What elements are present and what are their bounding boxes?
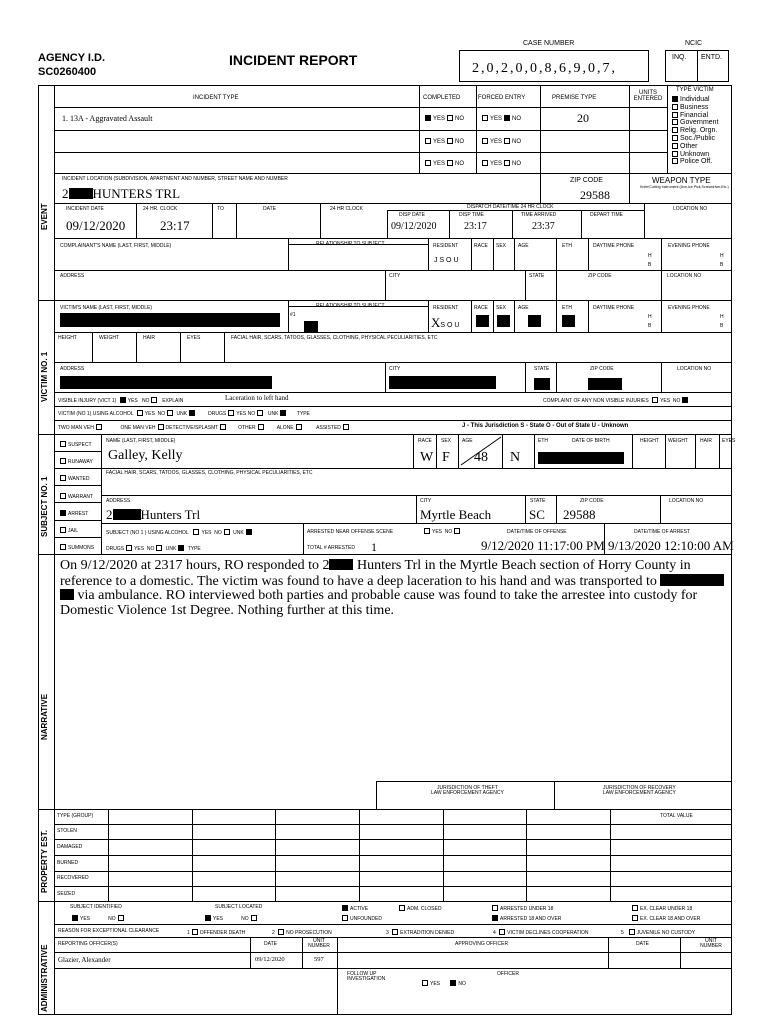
victim-injury-row: VISIBLE INJURY (VICT 1) YES NO EXPLAIN [58, 398, 184, 404]
complainant-address-label: ADDRESS [60, 273, 85, 279]
disp-date-label: DISP DATE [399, 212, 425, 218]
forced-entry-1[interactable]: YES NO [480, 115, 521, 122]
disp-time-label: DISP TIME [459, 212, 484, 218]
section-admin-label: ADMINISTRATIVE [40, 944, 49, 1012]
reporting-officer-label: REPORTING OFFICER(S) [58, 941, 118, 947]
premise-type-1: 20 [577, 111, 589, 125]
offense-datetime-value: 9/12/2020 11:17:00 PM [481, 538, 605, 553]
status-adm-closed[interactable]: ADM. CLOSED [397, 905, 441, 912]
time-arrived-label: TIME ARRIVED [521, 212, 557, 218]
victim-address-redacted [60, 376, 272, 389]
complainant-resident: J S O U [434, 257, 459, 264]
type-victim-public[interactable]: Soc./Public [670, 135, 719, 143]
reason-victim-declines[interactable]: 4 VICTIM DECLINES COOPERATION [493, 930, 589, 936]
subject-status-suspect[interactable]: SUSPECT [58, 437, 94, 454]
type-victim-list [670, 96, 719, 166]
victim-height-label: HEIGHT [58, 335, 77, 341]
time-arrived-value: 23:37 [532, 221, 555, 232]
complainant-relationship-label: RELATIONSHIP TO SUBJECT [316, 241, 385, 247]
victim-rel-number: #1 [290, 312, 296, 318]
approval-unit-label: UNIT NUMBER [700, 938, 722, 949]
eve-b: B [720, 262, 724, 268]
victim-address-label: ADDRESS [60, 366, 85, 372]
subject-address-label: ADDRESS [106, 498, 131, 504]
section-event-label: EVENT [40, 203, 49, 230]
complainant-location-label: LOCATION NO [667, 273, 702, 279]
incident-location-value: 2 HUNTERS TRL [62, 186, 181, 201]
victim-relationship-label: RELATIONSHIP TO SUBJECT [316, 303, 385, 309]
subject-status-wanted[interactable]: WANTED [58, 471, 94, 488]
subject-eth-label: ETH [538, 438, 548, 444]
property-row-type: TYPE (GROUP) [57, 813, 94, 819]
victim-age-redacted [528, 315, 541, 327]
status-active[interactable]: ACTIVE [340, 905, 368, 912]
victim-name-label: VICTIM'S NAME (LAST, FIRST, MIDDLE) [60, 305, 153, 311]
report-date-label: DATE [264, 941, 277, 947]
subject-sex-value: F [442, 450, 450, 465]
subject-alcohol-row: SUBJECT (NO 1 ) USING ALCOHOL YES NO UNK [106, 529, 254, 536]
type-victim-business[interactable]: Business [670, 104, 719, 112]
reason-extradition-denied[interactable]: 3 EXTRADITION DENIED [386, 930, 455, 936]
status-ex-clear-under-18[interactable]: EX. CLEAR UNDER 18 [630, 905, 692, 912]
victim-complaint-row: COMPLAINT OF ANY NON VISIBLE INJURIES YES NO [543, 397, 690, 404]
type-victim-label: TYPE VICTIM [676, 87, 714, 93]
clock-label: 24 HR. CLOCK [143, 206, 178, 212]
page-title: INCIDENT REPORT [229, 52, 358, 68]
unit-number-label: UNIT NUMBER [308, 938, 330, 949]
follow-up-checks[interactable]: YES NO [420, 980, 466, 987]
to-clock-label: 24 HR CLOCK [330, 206, 363, 212]
type-victim-individual[interactable]: Individual [670, 96, 719, 104]
type-victim-religious[interactable]: Relig. Orgn. [670, 127, 719, 135]
eve-phone-label: EVENING PHONE [668, 243, 710, 249]
day-phone-label: DAYTIME PHONE [593, 243, 635, 249]
type-victim-other[interactable]: Other [670, 143, 719, 151]
resident-label: RESIDENT [433, 243, 459, 249]
race-label: RACE [474, 243, 488, 249]
completed-3[interactable]: YES NO [423, 160, 464, 167]
victim-eve-h: H [720, 314, 724, 320]
reason-no-prosecution[interactable]: 2 NO PROSECUTION [272, 930, 332, 936]
victim-state-redacted [534, 378, 550, 390]
victim-zip-label: ZIP CODE [590, 366, 614, 372]
victim-eth-redacted [562, 315, 575, 327]
completed-2[interactable]: YES NO [423, 138, 464, 145]
age-divider-slash [459, 436, 502, 466]
approval-date-label: DATE [636, 941, 649, 947]
subject-located-checks[interactable]: YES NO [203, 915, 259, 922]
victim-alcohol-row: VICTIM (NO 1) USING ALCOHOL YES NO UNK DRUGS YES NO UNK TYPE [58, 411, 310, 417]
subject-drugs-row: DRUGS YES NO UNK TYPE [106, 546, 201, 552]
status-unfounded[interactable]: UNFOUNDED [340, 915, 382, 922]
victim-sex-redacted [497, 315, 510, 327]
subject-weight-label: WEIGHT [668, 438, 688, 444]
victim-eve-b: B [720, 323, 724, 329]
status-arrested-under-18[interactable]: ARRESTED UNDER 18 [490, 905, 553, 912]
unit-number-value: 597 [314, 956, 324, 963]
premise-type-label: PREMISE TYPE [552, 95, 597, 101]
weapon-type-label: WEAPON TYPE [652, 176, 711, 185]
forced-entry-2[interactable]: YES NO [480, 138, 521, 145]
subject-dob-redacted [538, 452, 624, 464]
type-victim-police[interactable]: Police Off. [670, 158, 719, 166]
subject-age-label: AGE [462, 438, 473, 444]
forced-entry-3[interactable]: YES NO [480, 160, 521, 167]
age-label: AGE [518, 243, 529, 249]
exceptional-clearance-label: REASON FOR EXCEPTIONAL CLEARANCE [58, 928, 160, 934]
day-h: H [648, 253, 652, 259]
entd-label: ENTD. [701, 54, 722, 61]
zip-code-value: 29588 [580, 188, 610, 202]
type-victim-government[interactable]: Government [670, 119, 719, 127]
victim-eve-phone-label: EVENING PHONE [668, 305, 710, 311]
subject-city-value: Myrtle Beach [420, 507, 492, 522]
property-row-stolen: STOLEN [57, 828, 77, 834]
victim-resident-label: RESIDENT [433, 305, 459, 311]
subject-status-arrest[interactable]: ARREST [58, 506, 94, 523]
victim-resident: XS O U [431, 315, 460, 330]
follow-up-officer-label: OFFICER [497, 971, 519, 977]
status-arrested-18-over[interactable]: ARRESTED 18 AND OVER [490, 915, 561, 922]
victim-features-label: FACIAL HAIR, SCARS, TATOOS, GLASSES, CLOTHING, PHYSICAL PECULIARITIES, ETC [231, 335, 438, 341]
type-victim-financial[interactable]: Financial [670, 112, 719, 120]
report-date-value: 09/12/2020 [255, 956, 285, 963]
incident-date-label: INCIDENT DATE [66, 206, 104, 212]
subject-state-value: SC [529, 507, 545, 522]
agency-id-label: AGENCY I.D. [38, 52, 106, 64]
subject-status-list [58, 437, 94, 557]
disp-time-value: 23:17 [464, 221, 487, 232]
subject-city-label: CITY [420, 498, 432, 504]
to-label: TO [217, 206, 224, 212]
depart-time-label: DEPART TIME [590, 212, 623, 218]
completed-label: COMPLETED [423, 95, 461, 101]
victim-zip-redacted [588, 378, 622, 390]
property-row-seized: SEIZED [57, 891, 76, 897]
dispatch-header: DISPATCH DATE/TIME 24 HR CLOCK [467, 204, 554, 210]
victim-race-redacted [476, 315, 489, 327]
complainant-zip-label: ZIP CODE [588, 273, 612, 279]
sex-label: SEX [496, 243, 507, 249]
property-row-recovered: RECOVERED [57, 875, 89, 881]
subject-height-label: HEIGHT [640, 438, 659, 444]
total-arrested-label: TOTAL # ARRESTED [307, 545, 355, 551]
incident-type-label: INCIDENT TYPE [193, 95, 239, 101]
forced-entry-label: FORCED ENTRY [478, 95, 526, 101]
victim-name-redacted [60, 313, 280, 327]
weapon-type-value: Knife/Cutting Instrument (Axe,Ice Pick,Screwdriver,Etc.) [640, 185, 729, 189]
ncic-label: NCIC [685, 40, 703, 47]
subject-hair-label: HAIR [700, 438, 712, 444]
offense-datetime-label: DATE/TIME OF OFFENSE [507, 529, 567, 535]
victim-eth-label: ETH [562, 305, 572, 311]
section-subject-label: SUBJECT NO. 1 [40, 476, 49, 537]
total-value-label: TOTAL VALUE [660, 813, 693, 819]
subject-eth-value: N [510, 450, 521, 465]
victim-vehicle-row: TWO MAN VEH ONE MAN VEH DETECTIVE/SPLASMT OTHER ALONE ASSISTED [58, 424, 351, 431]
victim-eyes-label: EYES [187, 335, 201, 341]
incident-time-value: 23:17 [160, 218, 190, 233]
victim-day-h: H [648, 314, 652, 320]
agency-id-value: SC0260400 [38, 66, 97, 78]
subject-identified-label: SUBJECT IDENTIFIED [70, 904, 122, 910]
victim-hair-label: HAIR [143, 335, 155, 341]
victim-injury-value: Laceration to left hand [225, 394, 289, 402]
zip-code-label: ZIP CODE [570, 177, 603, 184]
jurisdiction-recovery-label: JURISDICTION OF RECOVERY LAW ENFORCEMENT AGENCY [603, 785, 676, 796]
subject-location-label: LOCATION NO [669, 498, 704, 504]
total-arrested-value: 1 [371, 540, 377, 554]
approving-officer-label: APPROVING OFFICER [455, 941, 509, 947]
case-number-value: 2,0,2,0,0,8,6,9,0,7, [472, 61, 617, 76]
to-date-label: DATE [263, 206, 276, 212]
property-row-damaged: DAMAGED [57, 844, 83, 850]
subject-sex-label: SEX [441, 438, 452, 444]
victim-location-label: LOCATION NO [677, 366, 712, 372]
subject-status-warrant[interactable]: WARRANT [58, 489, 94, 506]
reason-juvenile[interactable]: 5 JUVENILE NO CUSTODY [621, 930, 696, 936]
jurisdiction-legend: J - This Jurisdiction S - State O - Out of State U - Unknown [462, 423, 629, 429]
location-no-label: LOCATION NO [673, 206, 708, 212]
case-number-label: CASE NUMBER [523, 40, 575, 47]
victim-city-redacted [389, 376, 496, 389]
victim-age-label: AGE [518, 305, 529, 311]
follow-up-label: FOLLOW UP INVESTIGATION [347, 971, 386, 982]
completed-1[interactable]: YES NO [423, 115, 464, 122]
section-narrative-label: NARRATIVE [40, 693, 49, 740]
subject-located-label: SUBJECT LOCATED [215, 904, 263, 910]
victim-day-phone-label: DAYTIME PHONE [593, 305, 635, 311]
subject-zip-label: ZIP CODE [580, 498, 604, 504]
subject-status-summons[interactable]: SUMMONS [58, 540, 94, 557]
status-ex-clear-18-over[interactable]: EX. CLEAR 18 AND OVER [630, 915, 700, 922]
victim-weight-label: WEIGHT [99, 335, 119, 341]
incident-date-value: 09/12/2020 [66, 218, 126, 233]
incident-location-label: INCIDENT LOCATION (SUBDIVISION, APARTMENT AND NUMBER, STREET NAME AND NUMBER [62, 176, 288, 182]
subject-address-value: 2 Hunters Trl [106, 507, 201, 522]
type-victim-unknown[interactable]: Unknown [670, 151, 719, 159]
disp-date-value: 09/12/2020 [391, 221, 437, 232]
reporting-officer-value: Glazier, Alexander [58, 956, 111, 964]
subject-features-label: FACIAL HAIR, SCARS, TATOOS, GLASSES, CLOTHING, PHYSICAL PECULIARITIES, ETC [106, 470, 313, 476]
incident-type-1: 1. 13A - Aggravated Assault [62, 114, 153, 123]
narrative-text: On 9/12/2020 at 2317 hours, RO responded to 2 Hunters Trl in the Myrtle Beach section of Horry County in reference to a domestic. The victim was found to have a deep laceration to his hand and was transported to via ambulance. RO interviewed both parties and probable cause was found to take the arrestee into custody for Domestic Violence 1st Degree. Nothing further at this time. [60, 559, 728, 618]
arrested-near-label: ARRESTED NEAR OFFENSE SCENE [307, 529, 394, 535]
subject-zip-value: 29588 [563, 507, 596, 522]
units-entered-label: UNITS ENTERED [633, 90, 663, 102]
property-row-burned: BURNED [57, 860, 79, 866]
victim-city-label: CITY [389, 366, 401, 372]
reason-offender-death[interactable]: 1 OFFENDER DEATH [187, 930, 246, 936]
eve-h: H [720, 253, 724, 259]
subject-name-value: Galley, Kelly [108, 448, 183, 463]
victim-relationship-redacted [304, 321, 318, 332]
subject-status-jail[interactable]: JAIL [58, 523, 94, 540]
inq-label: INQ. [672, 54, 687, 61]
subject-name-label: NAME (LAST, FIRST, MIDDLE) [106, 438, 176, 444]
subject-dob-label: DATE OF BIRTH [572, 438, 610, 444]
section-property-label: PROPERTY EST. [40, 830, 49, 893]
complainant-city-label: CITY [389, 273, 401, 279]
subject-race-value: W [420, 450, 434, 465]
subject-race-label: RACE [418, 438, 432, 444]
subject-age-value: 48 [474, 450, 488, 465]
subject-identified-checks[interactable]: YES NO [70, 915, 126, 922]
eth-label: ETH [562, 243, 572, 249]
subject-eyes-label: EYES [722, 438, 736, 444]
subject-state-label: STATE [530, 498, 546, 504]
jurisdiction-theft-label: JURISDICTION OF THEFT LAW ENFORCEMENT AGENCY [431, 785, 504, 796]
complainant-label: COMPLAINANT'S NAME (LAST, FIRST, MIDDLE) [60, 243, 172, 249]
section-victim-label: VICTIM NO. 1 [40, 351, 49, 402]
arrest-datetime-value: 9/13/2020 12:10:00 AM [608, 538, 734, 553]
victim-state-label: STATE [534, 366, 550, 372]
victim-day-b: B [648, 323, 652, 329]
victim-race-label: RACE [474, 305, 488, 311]
subject-status-runaway[interactable]: RUNAWAY [58, 454, 94, 471]
day-b: B [648, 262, 652, 268]
arrested-near-checks[interactable]: YES NO [422, 528, 462, 535]
complainant-state-label: STATE [529, 273, 545, 279]
victim-sex-label: SEX [496, 305, 507, 311]
arrest-datetime-label: DATE/TIME OF ARREST [634, 529, 691, 535]
